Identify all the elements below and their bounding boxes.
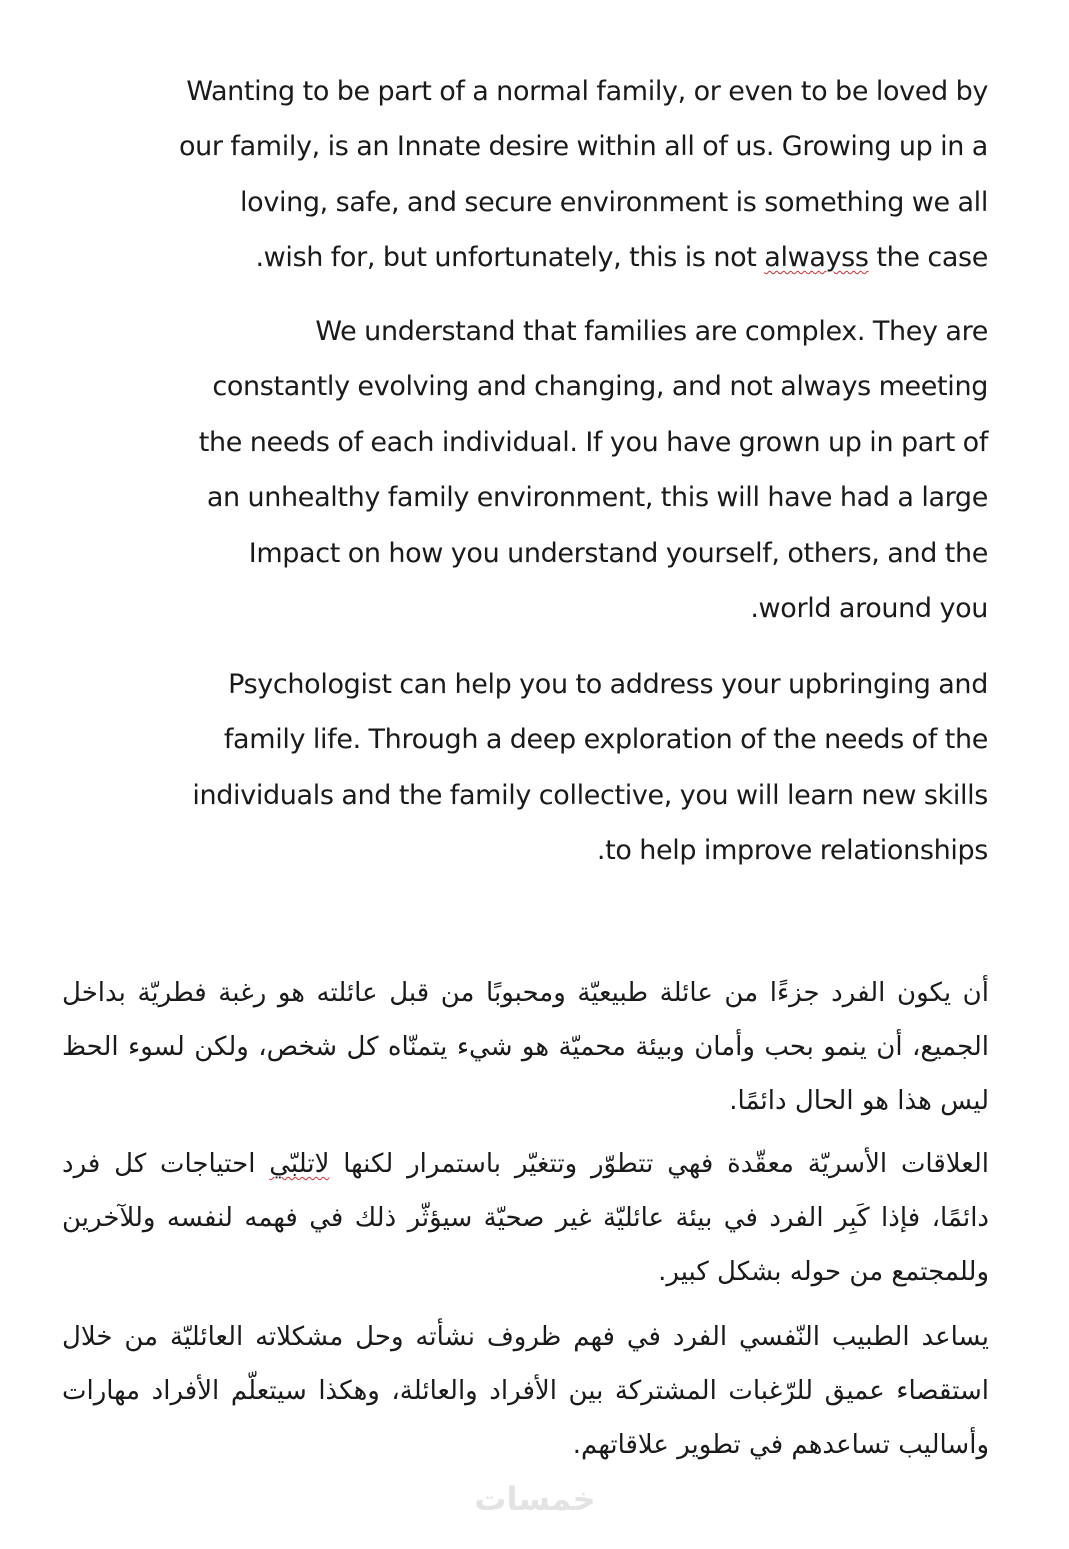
text-line: family life. Through a deep exploration of the needs of the [223,724,988,756]
text-line: We understand that families are complex. They are [315,316,988,347]
watermark-logo: خمسات [474,1480,596,1518]
text-line: .world around you [750,593,988,625]
text-line: individuals and the family collective, you will learn new skills [192,779,988,811]
english-paragraph-1 [60,64,988,286]
english-paragraph-3 [60,657,988,879]
misspelled-word[interactable]: alwayss [764,242,869,274]
arabic-paragraph-3: يساعد الطبيب النّفسي الفرد في فهم ظروف نشأته وحل مشكلاته العائليّة من خلال استقصاء عميق للرّغبات المشتركة بين الأفراد والعائلة، وهكذا سيتعلّم الأفراد مهارات وأساليب تساعدهم في تطوير علاقاتهم. [62,1322,989,1460]
text-line-last [60,230,988,285]
text-segment: the case [868,242,988,274]
text-line: the needs of each individual. If you have grown up in part of [198,426,988,458]
text-line: loving, safe, and secure environment is something we all [240,186,988,218]
text-segment: العلاقات الأسريّة معقّدة فهي تتطوّر وتتغيّر باستمرار لكنها [329,1149,989,1179]
text-line: Wanting to be part of a normal family, or even to be loved by [186,76,988,107]
arabic-paragraph-2 [62,1137,989,1299]
text-segment: .wish for, but unfortunately, this is not [255,242,765,274]
text-line: Psychologist can help you to address your upbringing and [228,669,988,700]
misspelled-word[interactable]: لاتلبّي [269,1149,330,1179]
text-line: an unhealthy family environment, this will have had a large [206,482,988,514]
text-line: .to help improve relationships [596,835,988,867]
text-segment: احتياجات كل فرد دائمًا، فإذا كَبِر الفرد في بيئة عائليّة غير صحيّة سيؤثّر ذلك في فهمه لنفسه وللآخرين وللمجتمع من حوله بشكل كبير. [62,1149,989,1287]
arabic-paragraph-1: أن يكون الفرد جزءًا من عائلة طبيعيّة ومحبوبًا من قبل عائلته هو رغبة فطريّة بداخل الجميع، أن ينمو بحب وأمان وبيئة محميّة هو شيء يتمنّاه كل شخص، ولكن لسوء الحظ ليس هذا هو الحال دائمًا. [62,978,989,1116]
text-line: constantly evolving and changing, and not always meeting [212,371,988,403]
text-line: Impact on how you understand yourself, others, and the [248,537,988,569]
text-line: our family, is an Innate desire within all of us. Growing up in a [179,131,988,163]
english-paragraph-2 [60,304,988,636]
